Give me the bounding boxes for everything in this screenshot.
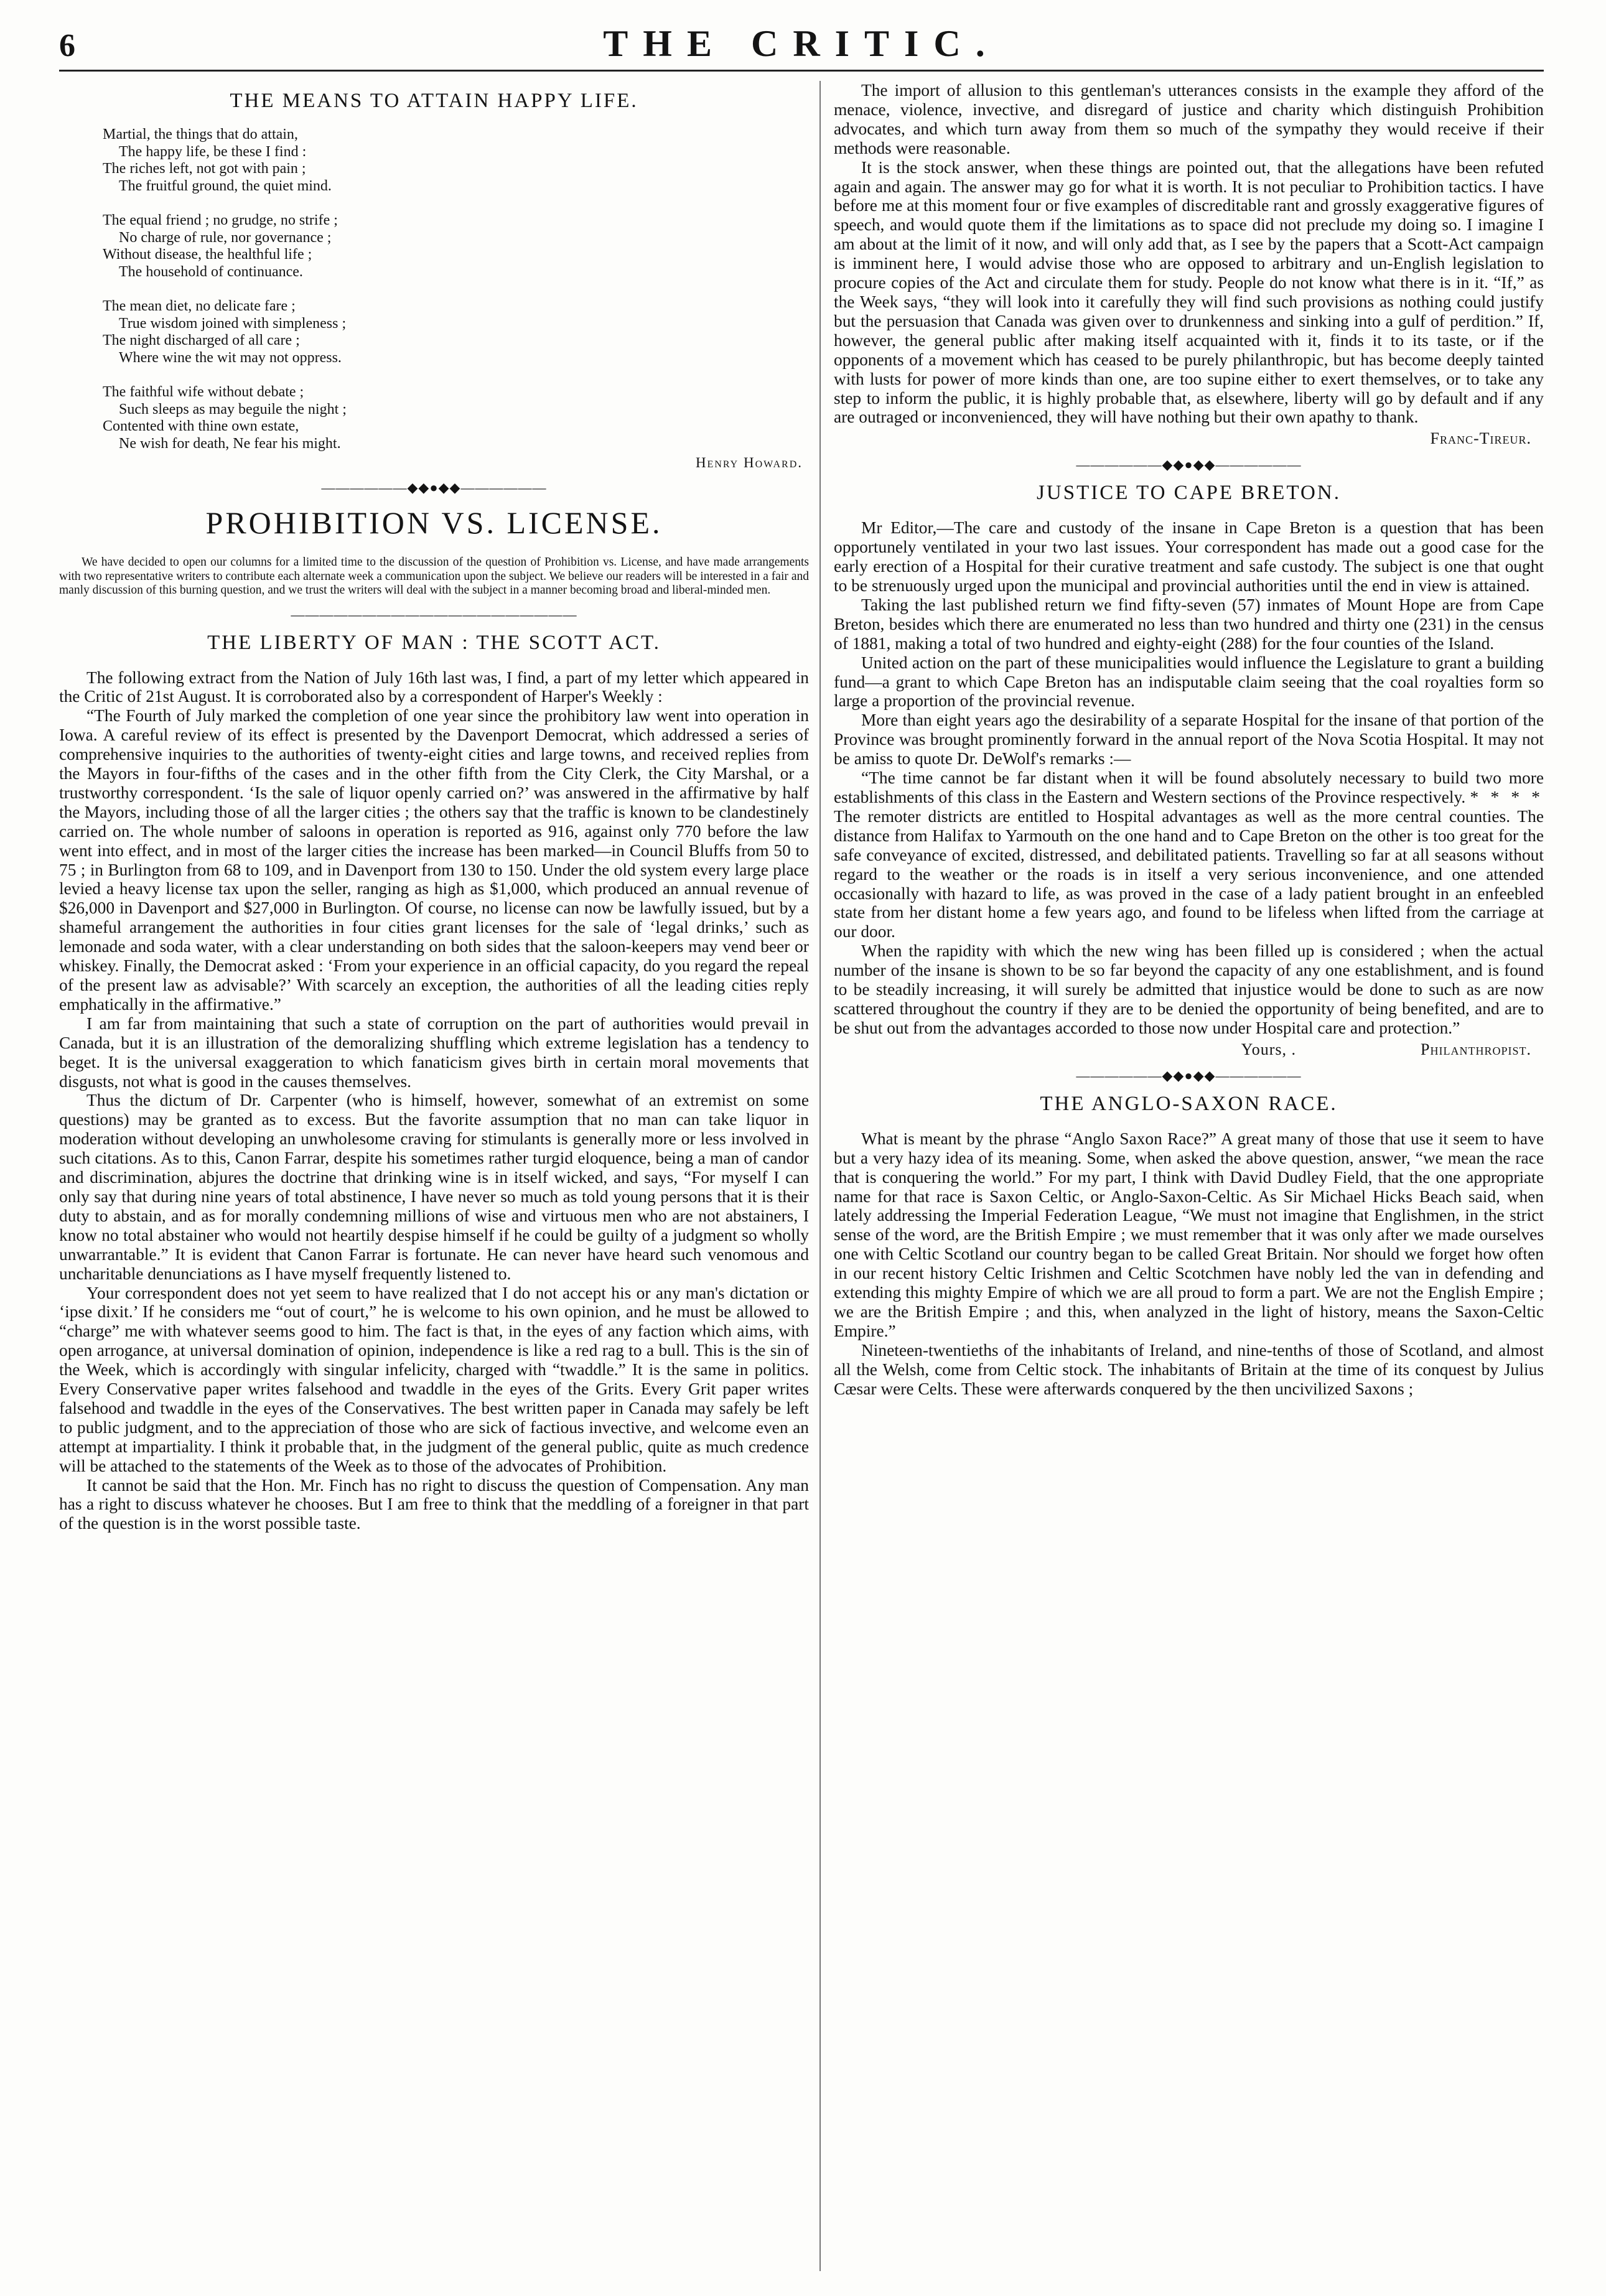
quote-text: “The time cannot be far distant when it will be found absolutely necessary to build two more establishments of this class in the Eastern and Western sections of the Province respectively. — [834, 768, 1544, 806]
prohibition-heading: PROHIBITION VS. LICENSE. — [205, 505, 663, 540]
poem-line: The fruitful ground, the quiet mind. — [119, 177, 332, 194]
masthead — [59, 19, 1544, 68]
poem-author: Henry Howard. — [695, 455, 803, 470]
article-paragraph: “The Fourth of July marked the completion of one year since the prohibitory law went into operation in Iowa. A careful review of its effect is presented by the Davenport Democrat, which addressed a series of comprehensive inquiries to the authorities of twenty-eight cities and large towns, and received replies from the Mayors in four-fifths of the cases and in the other fifth from the City Clerk, the City Marshal, or a trustworthy correspondent. ‘Is the sale of liquor openly carried on?’ was answered in the affirmative by half the Mayors, including those of all the larger cities ; the others say that the traffic is known to be clandestinely carried on. The whole number of saloons in operation is reported as 916, against only 770 before the law went into effect, and in most of the larger cities the increase has been marked—in Council Bluffs from 50 to 75 ; in Burlington from 68 to 109, and in Davenport from 130 to 150. Under the old system every large place levied a heavy license tax upon the seller, ranging as high as $1,000, which produced an annual revenue of $26,000 in Davenport and $27,000 in Burlington. Of course, no license can now be lawfully issued, but by a shameful arrangement the authorities in four cities grant licenses for the sale of ‘legal drinks,’ such as lemonade and soda water, with a clear understanding on both sides that the saloon-keepers may vend beer or whiskey. Finally, the Democrat asked : ‘From your experience in an official capacity, do you regard the repeal of the present law as advisable?’ With scarcely an exception, the authorities of all the leading cities reply emphatically in the affirmative.” — [59, 706, 809, 1014]
anglo-heading: THE ANGLO-SAXON RACE. — [1040, 1092, 1338, 1115]
closing-text: Yours, . — [1241, 1040, 1297, 1058]
page-number: 6 — [59, 28, 75, 63]
masthead-rule — [59, 70, 1544, 72]
article-paragraph: Thus the dictum of Dr. Carpenter (who is himself, however, somewhat of an extremist on some questions) may be granted as to excess. But the favorite assumption that no man can take liquor in moderation without developing an unwholesome craving for stimulants is generally more or less involved in such citations. As to this, Canon Farrar, despite his sometimes rather turgid eloquence, being a man of candor and discrimination, abjures the doctrine that drinking wine is in itself wicked, and says, “For myself I can only say that during nine years of total abstinence, I have never so much as told young persons that it is their duty to abstain, and as for morally condemning millions of wise and virtuous men who are not abstainers, I know no total abstainer who would not heartily despise himself if he could be guilty of a judgment so wholly unwarrantable.” It is evident that Canon Farrar is fortunate. He can never have heard such venomous and uncharitable denunciations as I have myself frequently listened to. — [59, 1091, 809, 1283]
ornamental-rule: ——————◆◆●◆◆—————— — [1076, 1067, 1302, 1083]
article-paragraph: United action on the part of these municipalities would influence the Legislature to grant a building fund—a grant to which Cape Breton has an indisputable claim seeing that the coal royalties form so large a proportion of the provincial revenue. — [834, 653, 1544, 711]
letter-closing — [834, 1040, 1531, 1059]
poem-stanza — [103, 212, 809, 281]
poem-line: The mean diet, no delicate fare ; — [103, 298, 296, 314]
poem-line: The equal friend ; no grudge, no strife ; — [103, 212, 338, 228]
article-paragraph: When the rapidity with which the new wing has been filled up is considered ; when the actual number of the insane is shown to be so far beyond the capacity of any one establishment, and is found to be steadily increasing, it will surely be admitted that injustice would be done to such as are now scattered throughout the country if they are to be denied the opportunity of being benefited, and are to be shut out from the advantages accorded to those now under Hospital care and protection.” — [834, 941, 1544, 1037]
poem-stanza — [103, 126, 809, 195]
anglo-article — [834, 1129, 1544, 1399]
editorial-notice: We have decided to open our columns for a limited time to the discussion of the question of Prohibition vs. License, and have made arrangements with two representative writers to contribute each alternate week a communication upon the subject. We believe our readers will be interested in a fair and manly discussion of this burning question, and we trust the writers will deal with the subject in a manner becoming broad and liberal-minded men. — [59, 556, 809, 597]
ornamental-rule: ———————————————————— — [291, 606, 577, 622]
poem-line: Martial, the things that do attain, — [103, 126, 298, 142]
article-paragraph: More than eight years ago the desirability of a separate Hospital for the insane of that portion of the Province was brought prominently forward in the annual report of the Nova Scotia Hospital. It may not be amiss to quote Dr. DeWolf's remarks :— — [834, 711, 1544, 768]
article-paragraph: The import of allusion to this gentleman's utterances consists in the example they afford of the menace, violence, invective, and disregard of justice and charity which distinguish Prohibition advocates, and which turn away from them so much of the sympathy they would receive if their methods were reasonable. — [834, 81, 1544, 157]
justice-article — [834, 518, 1544, 1037]
poem-line: The riches left, not got with pain ; — [103, 161, 306, 177]
liberty-article — [59, 668, 809, 1534]
poem-heading: THE MEANS TO ATTAIN HAPPY LIFE. — [230, 90, 638, 112]
article-paragraph: The following extract from the Nation of July 16th last was, I find, a part of my letter which appeared in the Critic of 21st August. It is corroborated also by a correspondent of Harper's Weekly : — [59, 668, 809, 706]
article-paragraph: Mr Editor,—The care and custody of the insane in Cape Breton is a question that has been opportunely ventilated in your two last issues. Your correspondent has made out a good case for the early erection of a Hospital for their curative treatment and safe custody. The subject is one that ought to be strenuously urged upon the municipal and provincial authorities until the end in view is attained. — [834, 518, 1544, 595]
ornamental-rule: ——————◆◆●◆◆—————— — [321, 480, 547, 495]
quote-text: The remoter districts are entitled to Hospital advantages as well as the more central counties. The distance from Halifax to Yarmouth on the one hand and to Cape Breton on the other is too great for the safe conveyance of excited, distressed, and debilitated patients. Travelling so far at all seasons without regard to the weather or the roads is in itself a very serious inconvenience, and one attended occasionally with hazard to life, as was proved in the case of a lady patient brought in an enfeebled state from her distant home a few years ago, and found to be lifeless when lifted from the carriage at our door. — [834, 806, 1544, 941]
justice-heading: JUSTICE TO CAPE BRETON. — [1037, 482, 1341, 505]
poem-line: Ne wish for death, Ne fear his might. — [119, 435, 341, 452]
article-paragraph: Your correspondent does not yet seem to have realized that I do not accept his or any man's dictation or ‘ipse dixit.’ If he considers me “out of court,” he is welcome to his own opinion, and he must be allowed to “charge” me with whatever seems good to him. The fact is that, in the eyes of any faction which aims, with open arrogance, at universal domination of opinion, independence is like a red rag to a bull. This is the sin of the Week, which is accordingly with singular infelicity, charged with “twaddle.” It is the same in politics. Every Conservative paper writes falsehood and twaddle in the eyes of the Grits. Every Grit paper writes falsehood and twaddle in the eyes of the Conservatives. The best written paper in Canada may safely be left to public judgment, and to the appreciation of those who are sick of factious invective, and welcome even an attempt at impartiality. I think it probable that, in the judgment of the general public, quite as much credence will be attached to the statements of the Week as to those of the advocates of Prohibition. — [59, 1283, 809, 1475]
poem-line: The household of continuance. — [119, 263, 303, 280]
right-column — [834, 81, 1544, 2271]
poem-line: No charge of rule, nor governance ; — [119, 229, 332, 246]
poem — [103, 126, 809, 452]
columns — [59, 81, 1544, 2271]
liberty-heading: THE LIBERTY OF MAN : THE SCOTT ACT. — [207, 631, 661, 654]
column-divider — [819, 81, 821, 2271]
article-paragraph: What is meant by the phrase “Anglo Saxon Race?” A great many of those that use it seem to have but a very hazy idea of its meaning. Some, when asked the above question, answer, “we mean the race that is conquering the world.” For my part, I think with David Dudley Field, that the one appropriate name for that race is Saxon Celtic, or Anglo-Saxon-Celtic. As Sir Michael Hicks Beach said, when lately addressing the Imperial Federation League, “We must not imagine that Englishmen, in the strict sense of the word, are the British Empire ; we must remember that it was only after we made ourselves one with Celtic Scotland our country began to be called Great Britain. Nor should we forget how often in our recent history Celtic Irishmen and Celtic Scotchmen have nobly led the van in defending and extending this mighty Empire of which we are all proud to form a part. We are not the English Empire ; we are the British Empire ; and this, when analyzed in the light of history, means the Saxon-Celtic Empire.” — [834, 1129, 1544, 1340]
article-paragraph: Nineteen-twentieths of the inhabitants of Ireland, and nine-tenths of those of Scotland, and almost all the Welsh, come from Celtic stock. The inhabitants of Britain at the time of its conquest by Julius Cæsar were Celts. These were afterwards conquered by the then uncivilized Saxons ; — [834, 1340, 1544, 1398]
article-paragraph: Taking the last published return we find fifty-seven (57) inmates of Mount Hope are from Cape Breton, besides which there are enumerated no less than two hundred and thirty one (231) in the census of 1881, making a total of two hundred and eighty-eight (288) for the four counties of the Island. — [834, 595, 1544, 653]
article-paragraph: It is the stock answer, when these things are pointed out, that the allegations have been refuted again and again. The answer may go for what it is worth. It is not peculiar to Prohibition tactics. I have before me at this moment four or five examples of discreditable rant and grossly exaggerative figures of speech, and would quote them if the limitations as to space did not preclude my doing so. I imagine I am about at the limit of it now, and will only add that, as I see by the papers that a Scott-Act campaign is imminent here, I would advise those who are opposed to arbitrary and un-English legislation to procure copies of the Act and circulate them for study. People do not know what there is in it. “If,” as the Week says, “they will look into it carefully they will find such provisions as nothing could justify but the persuasion that Canada was given over to drunkenness and sinking into a gulf of perdition.” If, however, the general public after making itself acquainted with it, finds it to its taste, or if the opponents of a movement which has ceased to be purely philanthropic, but has become deeply tainted with lusts for power of more kinds than one, are too supine either to exert themselves, or to take any step to inform the public, it is highly probable that, as elsewhere, liberty will go by default and if any are outraged or inconvenienced, they will have nothing but their own apathy to thank. — [834, 157, 1544, 427]
liberty-continuation — [834, 81, 1544, 427]
article-paragraph: It cannot be said that the Hon. Mr. Finch has no right to discuss the question of Compensation. Any man has a right to discuss whatever he chooses. But I am free to think that the meddling of a foreigner in that part of the question is in the worst possible taste. — [59, 1475, 809, 1533]
poem-line: True wisdom joined with simpleness ; — [119, 315, 347, 332]
ellipsis-stars: * * * * — [1470, 788, 1544, 806]
justice-signature: Philanthropist. — [1421, 1040, 1531, 1058]
poem-line: Such sleeps as may beguile the night ; — [119, 401, 347, 418]
poem-line: The happy life, be these I find : — [119, 143, 307, 160]
poem-line: Contented with thine own estate, — [103, 418, 299, 434]
article-paragraph: I am far from maintaining that such a state of corruption on the part of authorities would prevail in Canada, but it is an illustration of the demoralizing shuffling which extreme legislation has a tendency to beget. It is the universal exaggeration to which fanaticism gives birth in certain moral movements that disgusts, not what is good in the causes themselves. — [59, 1014, 809, 1091]
poem-line: The faithful wife without debate ; — [103, 384, 304, 400]
left-column — [59, 81, 809, 2271]
poem-stanza — [103, 384, 809, 452]
ornamental-rule: ——————◆◆●◆◆—————— — [1076, 457, 1302, 473]
poem-line: The night discharged of all care ; — [103, 332, 300, 348]
liberty-signature: Franc-Tireur. — [1430, 429, 1531, 448]
poem-line: Where wine the wit may not oppress. — [119, 349, 342, 366]
running-title: THE CRITIC. — [603, 23, 1000, 64]
poem-line: Without disease, the healthful life ; — [103, 246, 312, 263]
poem-stanza — [103, 298, 809, 366]
quoted-paragraph — [834, 768, 1544, 941]
